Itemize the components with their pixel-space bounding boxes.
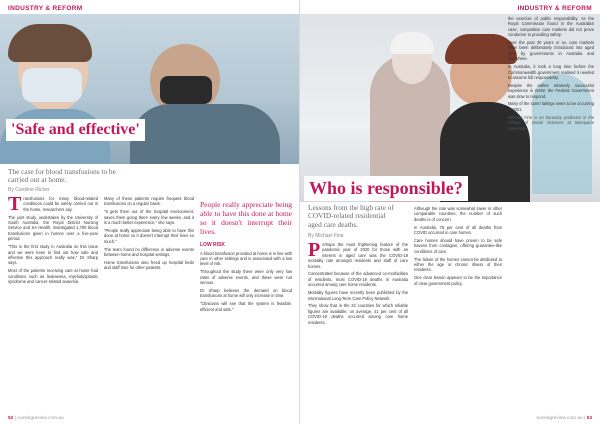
- paragraph: "People really appreciate being able to have this done at home so it doesn't interrupt their lives so much.": [104, 227, 194, 244]
- paragraph: Many of the same failings seem to be occurring in 2021.: [508, 101, 594, 112]
- paragraph: Care homes should have proven to be safe havens from contagion, offering guarantee-like conditions of care.: [414, 237, 502, 254]
- paragraph: The failure of the homes cannot be attributed to either the age or chronic illness of their residents.: [414, 256, 502, 273]
- pull-quote: People really appreciate being able to have this done at home so it doesn't interrupt their lives.: [200, 200, 292, 236]
- paragraph: Most of the patients receiving care at home had conditions such as leukaemia, myelodysplastic syndrome and cancer-related anaemia.: [8, 268, 98, 284]
- headline: 'Safe and effective': [6, 119, 145, 141]
- article-column-mid: [414, 206, 502, 410]
- paragraph: "This is the first study in Australia on this issue and we were keen to find out how safe and effective this approach really was," Dr Sharp says.: [8, 244, 98, 266]
- paragraph: Concentrated because of the advanced co-morbidities of residents, most COVID-19 deaths in Australia occurred among care home residents.: [308, 271, 408, 288]
- paragraph: Throughout the study there were only very low rates of adverse events, and these were not serious.: [200, 269, 292, 286]
- column-1: [8, 196, 98, 410]
- paragraph: erhaps the most frightening feature of the pandemic year of 2020 for those with an interest in aged care was the COVID-19 mortality rate amongst residents and staff of care homes.: [308, 242, 408, 269]
- right-page: [300, 0, 600, 424]
- nurse-patient-photo: [0, 14, 300, 164]
- paragraph: The team found no difference in adverse events between home and hospital settings.: [104, 246, 194, 258]
- paragraph: Although the rate was somewhat lower in other comparable countries, the number of such deaths is of concern.: [414, 206, 502, 222]
- paragraph: "It gets them out of the hospital environment, saves them going there every few weeks, and it is a much better experience," she says.: [104, 209, 194, 226]
- subhead: LOW RISK: [200, 242, 225, 248]
- paragraph: A blood transfusion provided at home is in line with care in other settings and is associated with a low level of risk.: [200, 250, 292, 267]
- paragraph: In Australia, it took a long time before the Commonwealth government realised it needed to assume full responsibility.: [508, 64, 594, 80]
- headline: Who is responsible?: [304, 176, 468, 201]
- paragraph: Mortality figures have recently been published by the International Long-Term Care Policy Network.: [308, 290, 408, 301]
- paragraph: They show that in the 22 countries for which reliable figures are available, on average, 41 per cent of all COVID-19 deaths occurred among care home residents.: [308, 303, 408, 325]
- byline: By Caroline Richer: [8, 187, 50, 193]
- article-column-left: [308, 242, 408, 410]
- paragraph: In Australia, 75 per cent of all deaths from COVID occurred in care homes.: [414, 224, 502, 236]
- paragraph: Despite the earlier relatively successful experience in NSW, the Federal Government was slow to respond.: [508, 82, 594, 99]
- site-name: nursingreview.com.au: [17, 416, 64, 421]
- page-number: 53: [586, 416, 592, 421]
- article-columns: [8, 196, 292, 410]
- page-footer: nursingreview.com.au | 53: [536, 416, 592, 421]
- paragraph: ransfusions for many blood-related conditions could be safely carried out in the home, researchers say.: [23, 196, 98, 212]
- column-2: [414, 206, 502, 410]
- site-name: nursingreview.com.au: [536, 416, 583, 421]
- standfirst: Lessons from the high rate of COVID-related residential aged care deaths.: [308, 203, 394, 229]
- paragraph: Many of these patients require frequent blood transfusions on a regular basis.: [104, 196, 194, 207]
- author-bio: Michael Fine is an honorary professor in the School of Social Sciences at Macquarie University.: [508, 114, 594, 131]
- paragraph: One clear lesson appears to be the importance of clear government policy.: [414, 275, 502, 286]
- column-3: [508, 16, 594, 410]
- drop-cap: T: [8, 196, 22, 215]
- paragraph: Home transfusions also freed up hospital beds and staff time for other patients.: [104, 259, 194, 271]
- drop-cap: P: [308, 242, 321, 261]
- paragraph: Dr Sharp believes the demand on blood transfusions at home will only increase in time.: [200, 287, 292, 299]
- paragraph: Over the past 30 years or so, care markets have been deliberately introduced into aged care by governments in Australia and elsewhere.: [508, 40, 594, 62]
- paragraph: the exercise of public responsibility. As the Royal Commission found in the Australian case, competitive care markets did not prove conducive to providing safety.: [508, 16, 594, 38]
- page-footer: 52 | nursingreview.com.au: [8, 416, 64, 421]
- paragraph: The joint study, undertaken by the University of South Australia, the Royal District Nursing Service and SA Health, investigated 1,700 blood transfusions given in homes over a five-year period.: [8, 214, 98, 242]
- column-1: [308, 242, 408, 410]
- paragraph: "Clinicians will see that the system is feasible, efficient and safe.": [200, 301, 292, 312]
- page-number: 52: [8, 416, 14, 421]
- section-tag: INDUSTRY & REFORM: [517, 5, 592, 12]
- column-2: [104, 196, 194, 410]
- standfirst: The case for blood transfusions to be carried out at home.: [8, 167, 116, 185]
- byline: By Michael Fine: [308, 233, 344, 239]
- column-3: [200, 196, 292, 410]
- section-tag: INDUSTRY & REFORM: [8, 5, 83, 12]
- article-column-right: [508, 16, 594, 410]
